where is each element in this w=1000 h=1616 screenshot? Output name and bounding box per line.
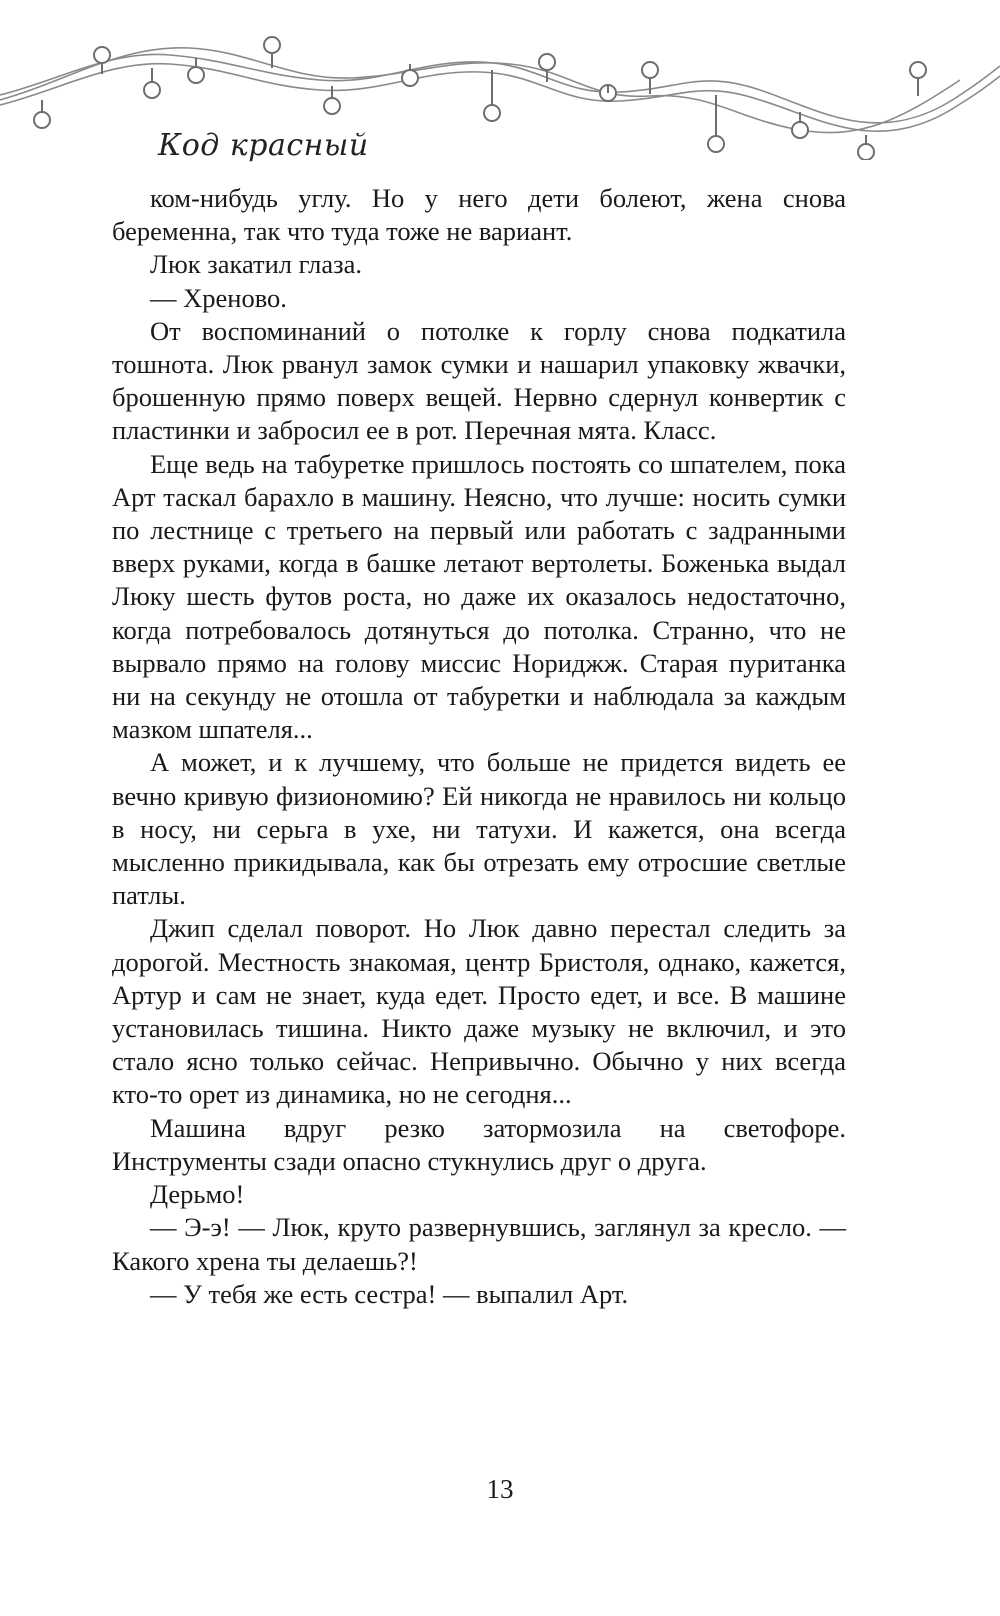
paragraph: А может, и к лучшему, что больше не придется видеть ее вечно кривую физиономию? Ей никогда не нравилось ни кольцо в носу, ни серьга в ухе, ни татухи. И кажется, она всегда мысленно прикидывала, как бы отрезать ему отросшие светлые патлы. xyxy=(112,747,846,911)
paragraph: ком-нибудь углу. Но у него дети болеют, жена снова беременна, так что туда тоже не вариант. xyxy=(112,183,846,247)
paragraph: — Хреново. xyxy=(150,282,287,313)
paragraph: — Э-э! — Люк, круто развернувшись, заглянул за кресло. — Какого хрена ты делаешь?! xyxy=(112,1212,846,1276)
paragraph: — У тебя же есть сестра! — выпалил Арт. xyxy=(150,1278,629,1309)
running-title: Код красный xyxy=(158,128,369,163)
paragraph: Люк закатил глаза. xyxy=(150,249,363,280)
page-number: 13 xyxy=(486,1474,514,1504)
paragraph: Дерьмо! xyxy=(150,1179,245,1210)
paragraph: От воспоминаний о потолке к горлу снова подкатила тошнота. Люк рванул замок сумки и нашарил упаковку жвачки, брошенную прямо поверх вещей. Нервно сдернул конвертик с пластинки и забросил ее в рот. Перечная мята. Класс. xyxy=(112,315,846,446)
garland-ornament xyxy=(0,0,1000,160)
paragraph: Еще ведь на табуретке пришлось постоять со шпателем, пока Арт таскал барахло в машину. Неясно, что лучше: носить сумки по лестнице с третьего на первый или работать с задранными вверх руками, когда в башке летают вертолеты. Боженька выдал Люку шесть футов роста, но даже их оказалось недостаточно, когда потребовалось дотянуться до потолка. Странно, что не вырвало прямо на голову миссис Нориджж. Старая пуританка ни на секунду не отошла от табуретки и наблюдала за каждым мазком шпателя... xyxy=(112,448,846,745)
paragraph: Джип сделал поворот. Но Люк давно перестал следить за дорогой. Местность знакомая, центр Бристоля, однако, кажется, Артур и сам не знает, куда едет. Просто едет, и все. В машине установилась тишина. Никто даже музыку не включил, и это стало ясно только сейчас. Непривычно. Обычно у них всегда кто-то орет из динамика, но не сегодня... xyxy=(112,913,846,1110)
body-text xyxy=(112,182,846,1311)
paragraph: Машина вдруг резко затормозила на светофоре. Инструменты сзади опасно стукнулись друг о друга. xyxy=(112,1112,846,1176)
